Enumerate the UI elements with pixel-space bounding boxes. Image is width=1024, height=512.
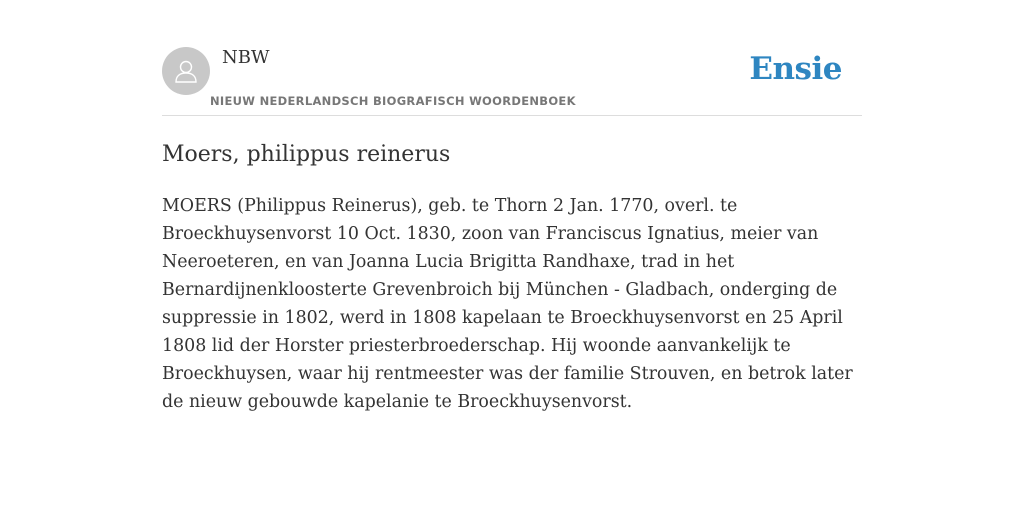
article-card <box>162 0 862 412</box>
page-title: Moers, philippus reinerus <box>162 142 451 167</box>
source-header <box>162 0 862 116</box>
source-name[interactable]: NBW <box>222 47 270 68</box>
source-subtitle: NIEUW NEDERLANDSCH BIOGRAFISCH WOORDENBOEK <box>210 94 576 108</box>
article-body: MOERS (Philippus Reinerus), geb. te Thorn 2 Jan. 1770, overl. te Broeckhuysenvorst 10 Oct. 1830, zoon van Franciscus Ignatius, meier van Neeroeteren, en van Joanna Lucia Brigitta Randhaxe, trad in het Bernardijnenkloosterte Grevenbroich bij München - Gladbach, onderging de suppressie in 1802, werd in 1808 kapelaan te Broeckhuysenvorst en 25 April 1808 lid der Horster priesterbroederschap. Hij woonde aanvankelijk te Broeckhuysen, waar hij rentmeester was der familie Strouven, en betrok later de nieuw gebouwde kapelanie te Broeckhuysenvorst. <box>162 196 853 412</box>
brand-logo[interactable]: Ensie <box>749 51 842 87</box>
user-icon <box>162 47 210 95</box>
